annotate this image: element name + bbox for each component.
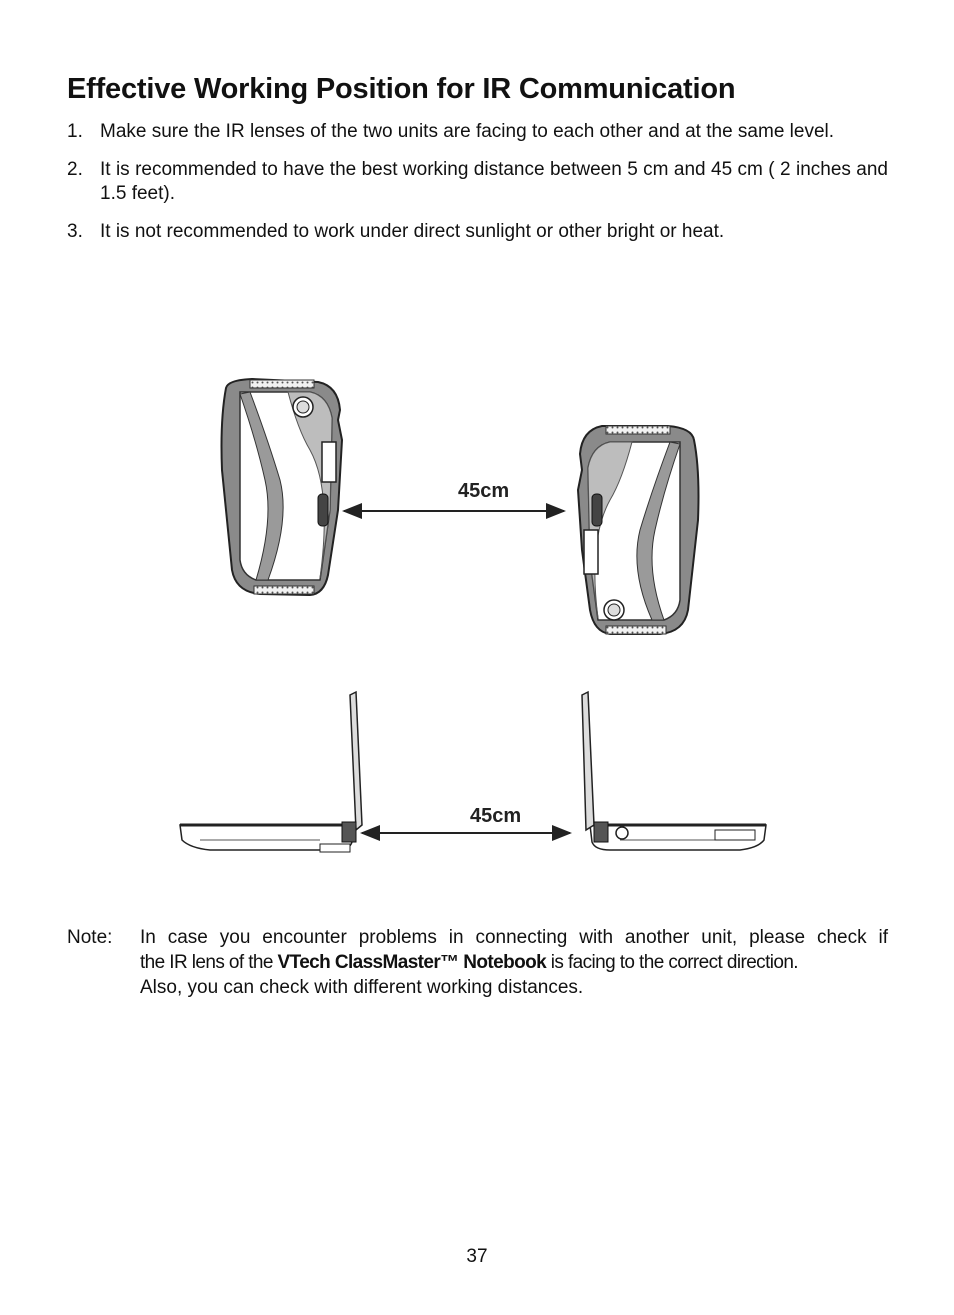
- instruction-step: [67, 220, 888, 244]
- instruction-step: [67, 158, 888, 206]
- note-text-segment: the IR lens of the: [140, 952, 278, 973]
- page-title: Effective Working Position for IR Communication: [67, 73, 736, 105]
- step-number: 2.: [67, 159, 83, 180]
- instruction-list: [67, 120, 888, 258]
- step-text: Make sure the IR lenses of the two units are facing to each other and at the same level.: [100, 121, 835, 142]
- note-line: Also, you can check with different working distances.: [140, 977, 584, 998]
- note-label: Note:: [67, 927, 113, 948]
- ir-position-illustration: [170, 370, 780, 870]
- notebook-top-view-right: [578, 426, 699, 634]
- step-number: 3.: [67, 221, 83, 242]
- ir-position-drawing: [170, 370, 780, 870]
- top-distance-label: 45cm: [458, 480, 510, 502]
- instruction-step: [67, 120, 888, 144]
- step-text: It is recommended to have the best working distance between 5 cm and 45 cm ( 2 inches and 1.5 feet).: [100, 159, 888, 204]
- step-number: 1.: [67, 121, 83, 142]
- note-line: In case you encounter problems in connecting with another unit, please check if: [140, 927, 888, 948]
- note-text: [140, 925, 888, 1000]
- side-distance-label: 45cm: [470, 805, 522, 827]
- note-line: [140, 950, 888, 975]
- note-block: [67, 925, 888, 1000]
- note-text-segment: is facing to the correct direction.: [546, 952, 798, 973]
- page-number: 37: [466, 1246, 488, 1267]
- step-text: It is not recommended to work under direct sunlight or other bright or heat.: [100, 221, 725, 242]
- notebook-side-view-right: [582, 692, 766, 850]
- notebook-side-view-left: [180, 692, 362, 852]
- product-name: VTech ClassMaster™ Notebook: [277, 952, 547, 973]
- notebook-top-view-left: [222, 379, 343, 595]
